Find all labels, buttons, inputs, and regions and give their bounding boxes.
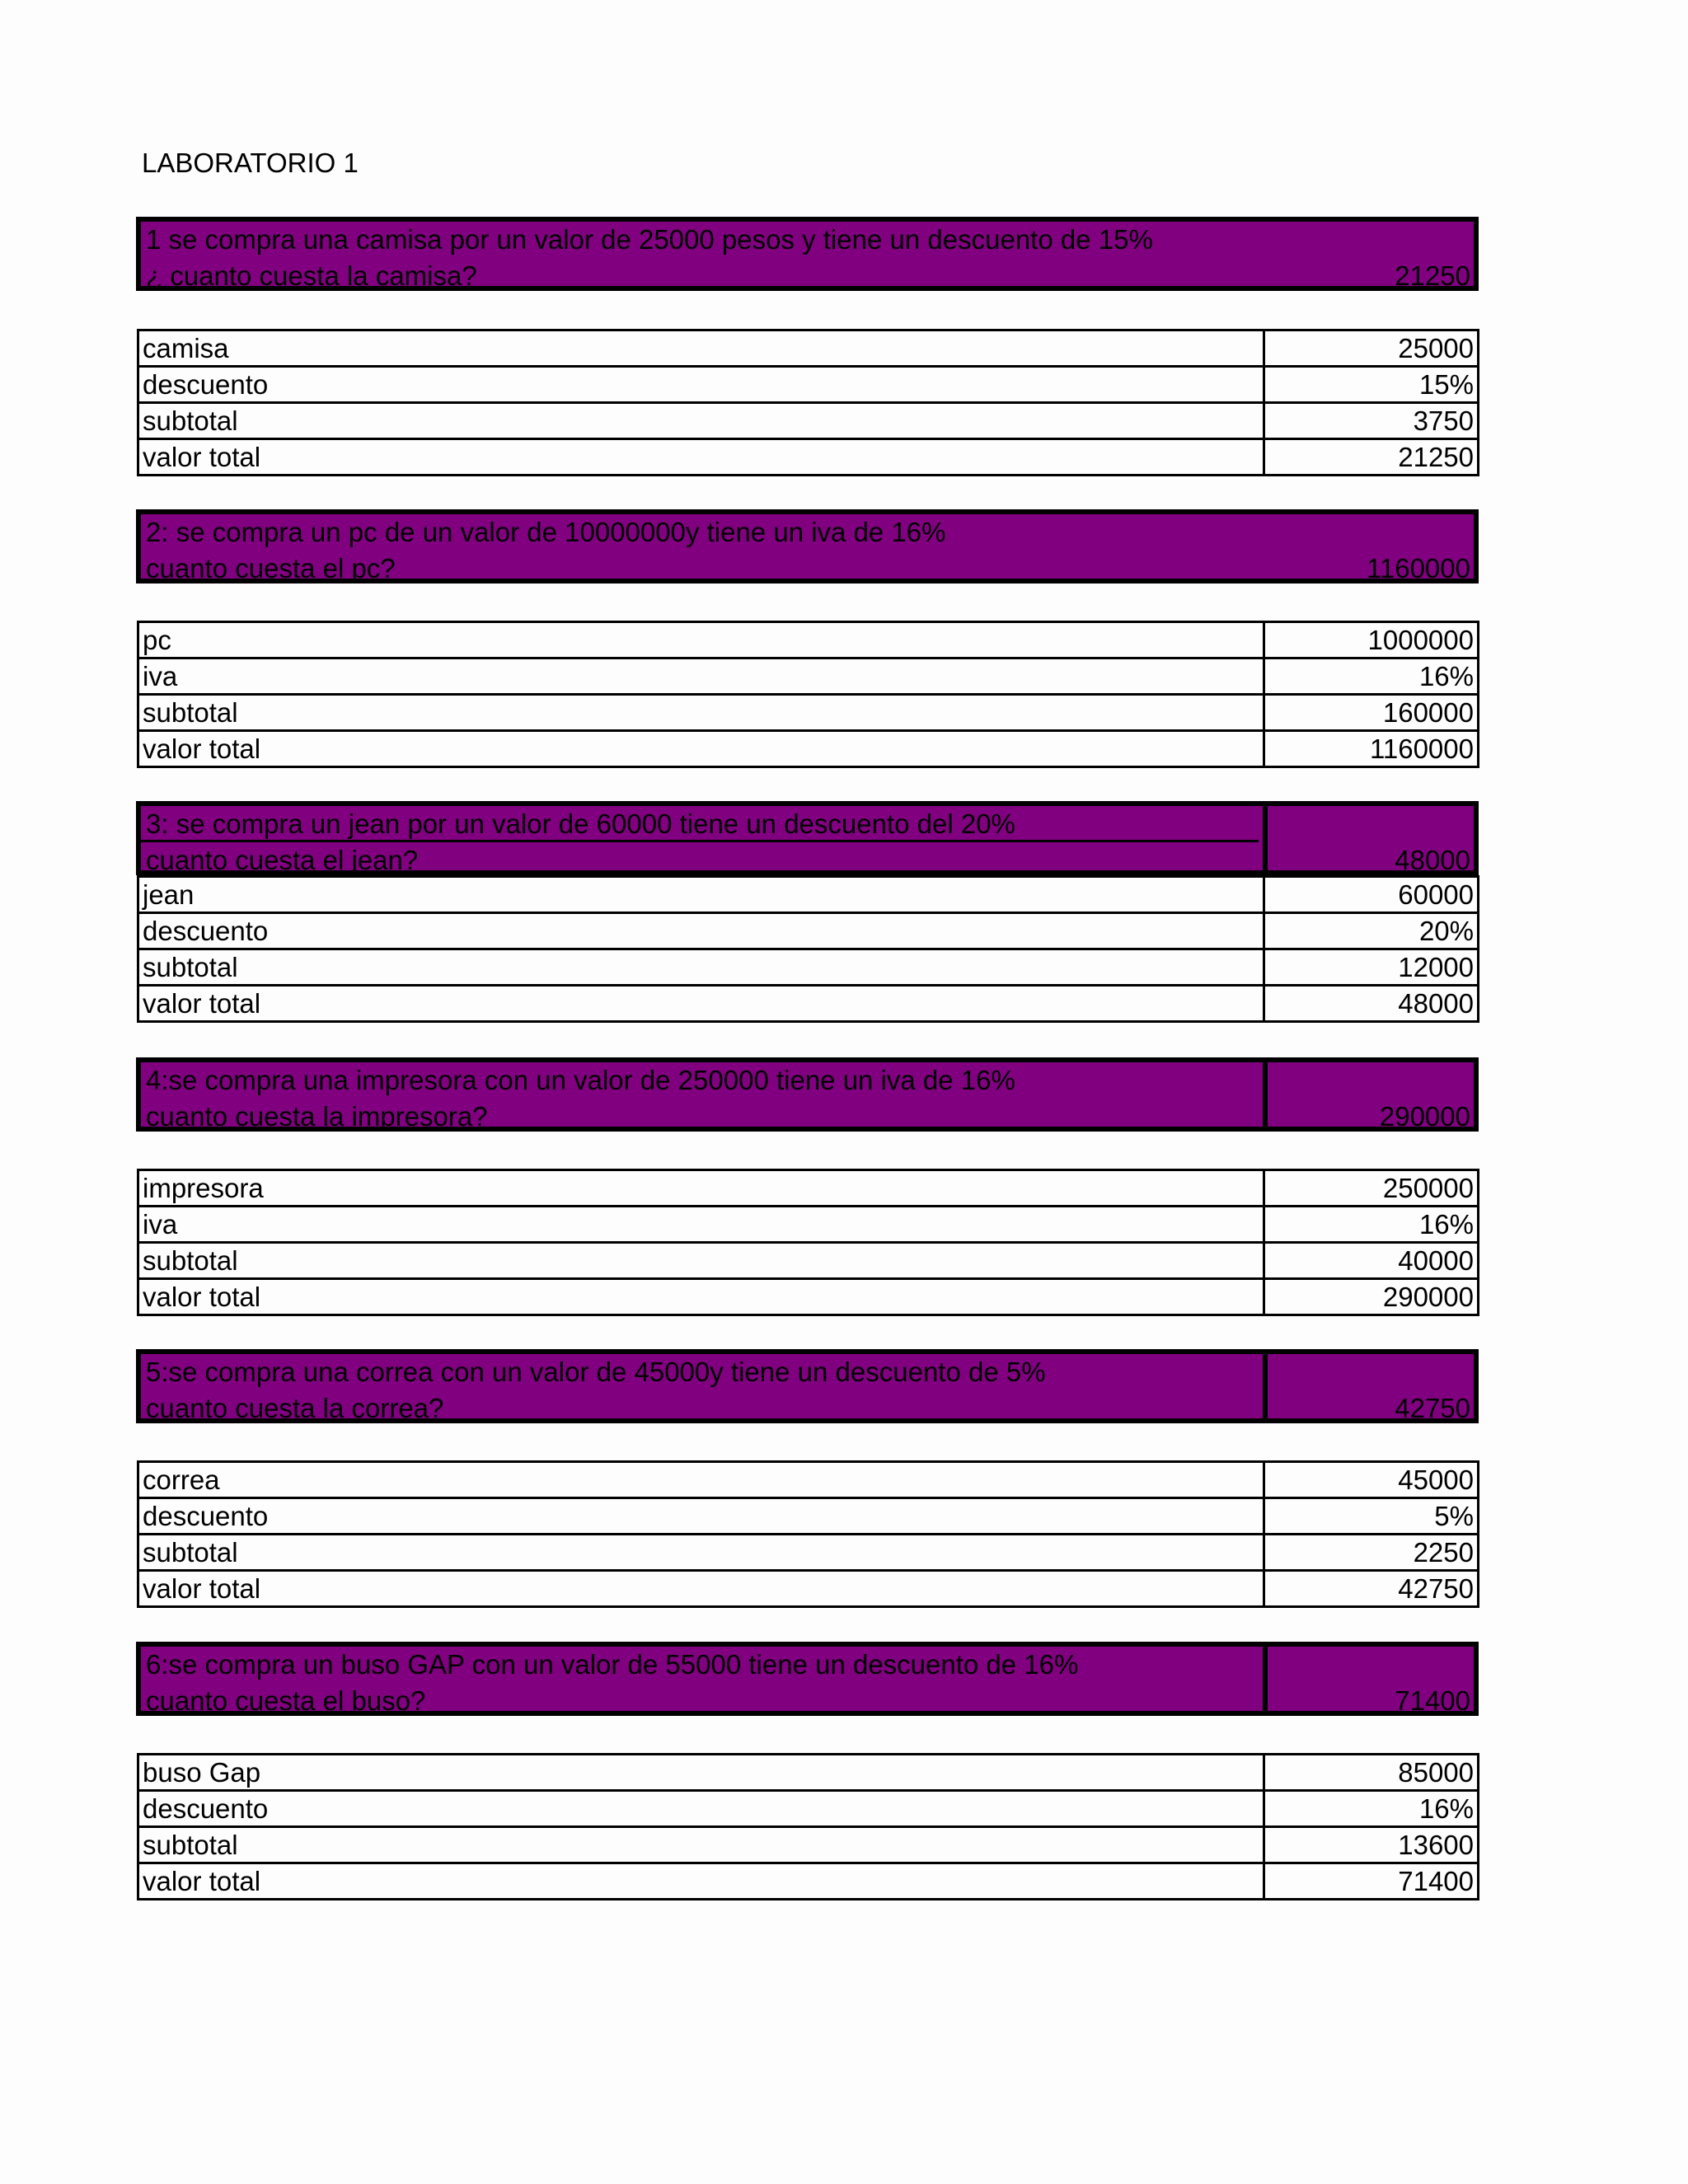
row-label: subtotal [138, 949, 1264, 986]
row-value: 21250 [1264, 439, 1479, 476]
row-value: 5% [1264, 1498, 1479, 1535]
problem-4-question: 4:se compra una impresora con un valor de 250000 tiene un iva de 16% [146, 1065, 1015, 1095]
row-value: 15% [1264, 367, 1479, 403]
table-row [138, 1863, 1479, 1900]
page-title: LABORATORIO 1 [142, 148, 359, 178]
problem-2-question: 2: se compra un pc de un valor de 10000000y tiene un iva de 16% [146, 517, 946, 547]
problem-4-banner [136, 1057, 1479, 1132]
row-value: 45000 [1264, 1462, 1479, 1498]
problem-1-question-line-2: ¿ cuanto cuesta la camisa? [146, 260, 477, 291]
answer-cell-border [1263, 1062, 1268, 1127]
row-label: valor total [138, 439, 1264, 476]
row-label: subtotal [138, 1535, 1264, 1571]
table-row [138, 731, 1479, 767]
row-value: 290000 [1264, 1279, 1479, 1315]
row-label: jean [138, 877, 1264, 913]
table-row [138, 986, 1479, 1022]
row-value: 60000 [1264, 877, 1479, 913]
table-row [138, 403, 1479, 439]
row-value: 71400 [1264, 1863, 1479, 1900]
problem-6-question-line-2: cuanto cuesta el buso? [146, 1685, 426, 1716]
problem-5-question-line-2: cuanto cuesta la correa? [146, 1393, 444, 1423]
row-label: descuento [138, 913, 1264, 949]
answer-cell-border [1263, 1354, 1268, 1418]
answer-cell-border [1263, 1647, 1268, 1711]
row-label: subtotal [138, 695, 1264, 731]
row-label: subtotal [138, 403, 1264, 439]
row-label: valor total [138, 731, 1264, 767]
row-label: subtotal [138, 1827, 1264, 1863]
row-value: 160000 [1264, 695, 1479, 731]
table-row [138, 1498, 1479, 1535]
row-label: impresora [138, 1170, 1264, 1207]
problem-1-table [137, 329, 1479, 476]
row-label: descuento [138, 367, 1264, 403]
table-row [138, 1462, 1479, 1498]
row-label: valor total [138, 986, 1264, 1022]
row-value: 25000 [1264, 330, 1479, 367]
problem-3-answer: 48000 [1395, 845, 1470, 875]
row-value: 250000 [1264, 1170, 1479, 1207]
problem-6-question: 6:se compra un buso GAP con un valor de 55000 tiene un descuento de 16% [146, 1649, 1079, 1680]
problem-2-answer: 1160000 [1366, 553, 1470, 583]
row-label: valor total [138, 1863, 1264, 1900]
table-row [138, 913, 1479, 949]
problem-4-answer: 290000 [1379, 1101, 1470, 1132]
table-row [138, 1755, 1479, 1791]
problem-5-table [137, 1460, 1479, 1608]
row-value: 2250 [1264, 1535, 1479, 1571]
row-value: 12000 [1264, 949, 1479, 986]
row-label: pc [138, 622, 1264, 658]
row-label: descuento [138, 1791, 1264, 1827]
problem-6-table [137, 1753, 1479, 1900]
row-value: 1000000 [1264, 622, 1479, 658]
problem-1-answer: 21250 [1395, 260, 1470, 291]
problem-3-question: 3: se compra un jean por un valor de 60000 tiene un descuento del 20% [146, 808, 1015, 839]
row-label: correa [138, 1462, 1264, 1498]
row-value: 16% [1264, 1791, 1479, 1827]
row-value: 13600 [1264, 1827, 1479, 1863]
table-row [138, 367, 1479, 403]
row-value: 16% [1264, 658, 1479, 695]
problem-2-question-line-2: cuanto cuesta el pc? [146, 553, 396, 583]
row-value: 20% [1264, 913, 1479, 949]
problem-2-banner [136, 509, 1479, 583]
row-value: 16% [1264, 1207, 1479, 1243]
problem-3-question-line-2: cuanto cuesta el jean? [146, 845, 419, 875]
table-row [138, 1535, 1479, 1571]
row-label: subtotal [138, 1243, 1264, 1279]
row-label: iva [138, 1207, 1264, 1243]
table-row [138, 1571, 1479, 1607]
table-row [138, 658, 1479, 695]
table-row [138, 439, 1479, 476]
table-row [138, 330, 1479, 367]
row-value: 1160000 [1264, 731, 1479, 767]
table-row [138, 1279, 1479, 1315]
table-row [138, 695, 1479, 731]
table-row [138, 1170, 1479, 1207]
row-label: iva [138, 658, 1264, 695]
table-row [138, 1791, 1479, 1827]
problem-3-table [137, 875, 1479, 1023]
row-label: descuento [138, 1498, 1264, 1535]
problem-3-banner [136, 801, 1479, 875]
row-label: valor total [138, 1279, 1264, 1315]
row-value: 40000 [1264, 1243, 1479, 1279]
table-row [138, 1207, 1479, 1243]
problem-5-answer: 42750 [1395, 1393, 1470, 1423]
row-value: 48000 [1264, 986, 1479, 1022]
problem-1-banner [136, 217, 1479, 291]
table-row [138, 949, 1479, 986]
answer-cell-border [1263, 806, 1268, 870]
row-value: 42750 [1264, 1571, 1479, 1607]
row-value: 85000 [1264, 1755, 1479, 1791]
problem-4-question-line-2: cuanto cuesta la impresora? [146, 1101, 488, 1132]
row-label: buso Gap [138, 1755, 1264, 1791]
problem-1-question: 1 se compra una camisa por un valor de 25000 pesos y tiene un descuento de 15% [146, 224, 1153, 255]
table-row [138, 877, 1479, 913]
problem-4-table [137, 1169, 1479, 1316]
problem-6-answer: 71400 [1395, 1685, 1470, 1716]
problem-5-question: 5:se compra una correa con un valor de 45000y tiene un descuento de 5% [146, 1357, 1046, 1387]
problem-6-banner [136, 1642, 1479, 1716]
problem-2-table [137, 621, 1479, 768]
row-value: 3750 [1264, 403, 1479, 439]
problem-5-banner [136, 1349, 1479, 1423]
row-label: valor total [138, 1571, 1264, 1607]
table-row [138, 1243, 1479, 1279]
table-row [138, 1827, 1479, 1863]
table-row [138, 622, 1479, 658]
row-label: camisa [138, 330, 1264, 367]
